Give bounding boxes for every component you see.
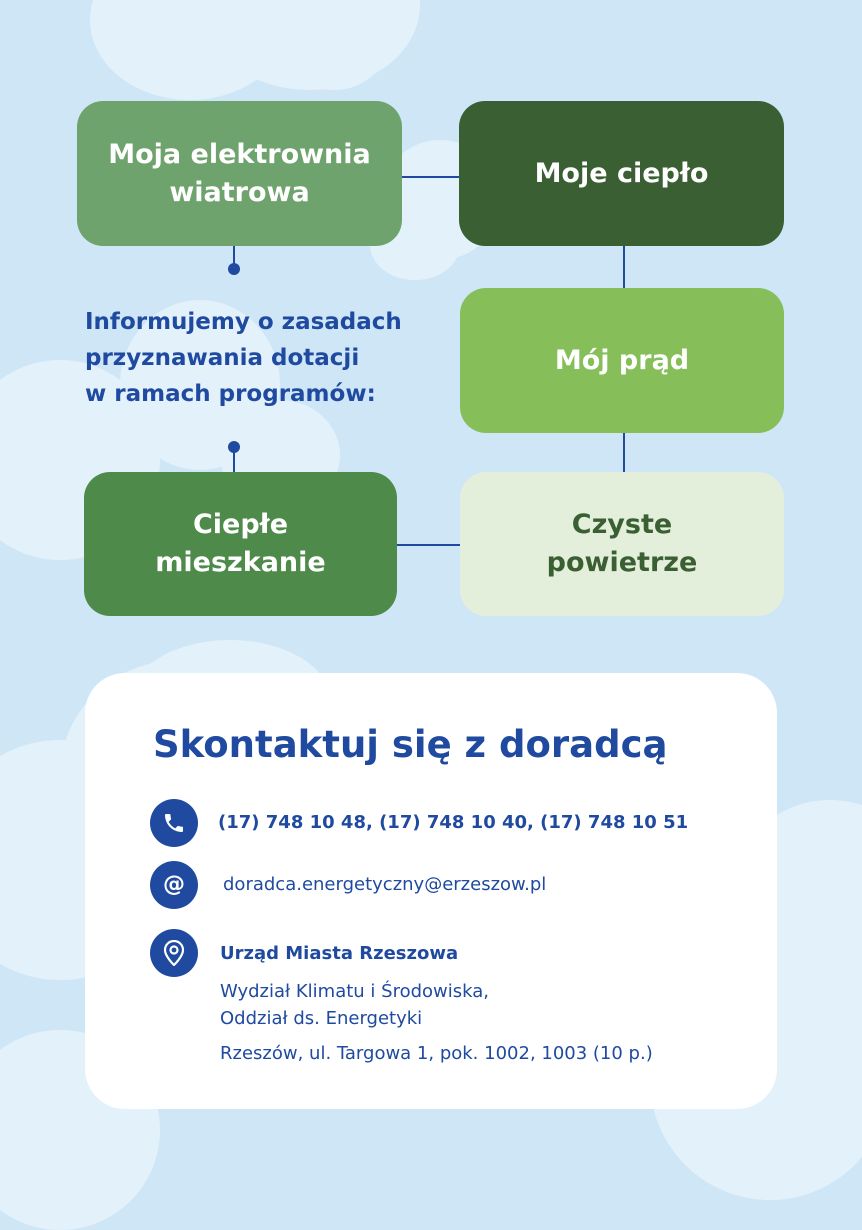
phone-icon bbox=[150, 799, 198, 847]
intro-line: Informujemy o zasadach bbox=[85, 309, 402, 335]
program-power-box bbox=[460, 288, 784, 433]
email-link[interactable]: doradca.energetyczny@erzeszow.pl bbox=[223, 874, 547, 895]
program-heat-box bbox=[459, 101, 784, 246]
office-address: Rzeszów, ul. Targowa 1, pok. 1002, 1003 (10 p.) bbox=[220, 1043, 653, 1064]
program-clean-air-box bbox=[460, 472, 784, 616]
location-pin-icon bbox=[150, 929, 198, 977]
program-warm-home-label: Ciepłe mieszkanie bbox=[155, 509, 326, 578]
department-line: Wydział Klimatu i Środowiska, bbox=[220, 981, 489, 1002]
program-wind-label: Moja elektrownia wiatrowa bbox=[108, 138, 371, 208]
at-icon bbox=[150, 861, 198, 909]
intro-line: w ramach programów: bbox=[85, 381, 376, 407]
connector-wind-heat bbox=[402, 176, 460, 178]
contact-card bbox=[85, 673, 777, 1109]
at-symbol: @ bbox=[163, 872, 185, 897]
program-warm-home-box bbox=[84, 472, 397, 616]
connector-heat-power bbox=[623, 245, 625, 289]
phone-numbers[interactable]: (17) 748 10 48, (17) 748 10 40, (17) 748 10 51 bbox=[218, 812, 689, 833]
intro-text bbox=[85, 304, 425, 412]
program-heat-label: Moje ciepło bbox=[534, 157, 709, 189]
connector-cleanair-warmhome bbox=[397, 544, 460, 546]
intro-line: przyznawania dotacji bbox=[85, 345, 360, 371]
office-name: Urząd Miasta Rzeszowa bbox=[220, 943, 459, 964]
program-power-label: Mój prąd bbox=[554, 344, 690, 376]
department-line: Oddział ds. Energetyki bbox=[220, 1008, 423, 1029]
contact-title: Skontaktuj się z doradcą bbox=[153, 723, 668, 766]
program-clean-air-label: Czyste powietrze bbox=[546, 509, 698, 578]
connector-intro-warmhome bbox=[233, 447, 235, 473]
program-wind-box bbox=[77, 101, 402, 246]
connector-power-cleanair bbox=[623, 432, 625, 472]
connector-dot bbox=[228, 263, 240, 275]
